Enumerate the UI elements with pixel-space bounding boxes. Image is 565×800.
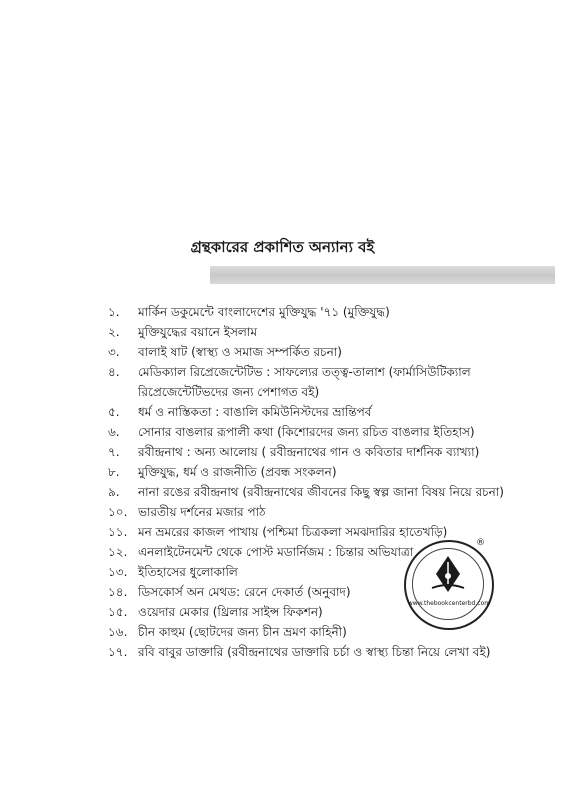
item-number: ৯.	[108, 485, 120, 499]
item-title: মুক্তিযুদ্ধ, ধর্ম ও রাজনীতি (প্রবন্ধ সংকলন)	[138, 465, 337, 479]
item-title: এনলাইটেনমেন্ট থেকে পোস্ট মডার্নিজম : চিন্তার অভিযাত্রা	[138, 545, 414, 559]
item-title: ইতিহাসের ধুলোকালি	[138, 565, 238, 579]
item-number: ১৭.	[108, 645, 128, 659]
pen-nib-icon	[426, 552, 470, 596]
list-item	[0, 622, 565, 642]
item-title: রবি বাবুর ডাক্তারি (রবীন্দ্রনাথের ডাক্তারি চর্চা ও স্বাস্থ্য চিন্তা নিয়ে লেখা বই)	[138, 645, 491, 659]
list-item	[0, 482, 565, 502]
item-title: মার্কিন ডকুমেন্টে বাংলাদেশের মুক্তিযুদ্ধ '৭১ (মুক্তিযুদ্ধ)	[138, 305, 390, 319]
stamp-url: www.thebookcenterbd.com	[407, 600, 491, 607]
list-item	[0, 322, 565, 342]
item-number: ১৩.	[108, 565, 128, 579]
list-item	[0, 402, 565, 422]
item-title: মন ভ্রমরের কাজল পাখায় (পশ্চিমা চিত্রকলা সমঝদারির হাতেখড়ি)	[138, 525, 448, 539]
item-number: ১.	[108, 305, 120, 319]
list-item	[0, 462, 565, 482]
list-item	[0, 302, 565, 322]
item-number: ৭.	[108, 445, 120, 459]
item-title: নানা রঙের রবীন্দ্রনাথ (রবীন্দ্রনাথের জীবনের কিছু স্বল্প জানা বিষয় নিয়ে রচনা)	[138, 485, 504, 499]
item-number: ১২.	[108, 545, 128, 559]
item-title: রবীন্দ্রনাথ : অন্য আলোয় ( রবীন্দ্রনাথের গান ও কবিতার দার্শনিক ব্যাখ্যা)	[138, 445, 480, 459]
item-number: ৬.	[108, 425, 120, 439]
item-number: ১৬.	[108, 625, 128, 639]
item-title: ডিসকোর্স অন মেথড: রেনে দেকার্ত (অনুবাদ)	[138, 585, 351, 599]
list-item	[0, 502, 565, 522]
item-number: ১১.	[108, 525, 128, 539]
item-number: ৪.	[108, 365, 120, 379]
item-number: ১৫.	[108, 605, 128, 619]
item-title: চীন কাহুম (ছোটদের জন্য চীন ভ্রমণ কাহিনী)	[138, 625, 347, 639]
heading-underline-bar	[210, 266, 555, 284]
item-title: ভারতীয় দর্শনের মজার পাঠ	[138, 505, 266, 519]
item-number: ১০.	[108, 505, 128, 519]
bookstore-stamp	[404, 540, 494, 630]
item-number: ২.	[108, 325, 120, 339]
item-title: সোনার বাঙলার রূপালী কথা (কিশোরদের জন্য রচিত বাঙলার ইতিহাস)	[138, 425, 475, 439]
item-number: ৫.	[108, 405, 120, 419]
list-item	[0, 362, 565, 402]
item-number: ১৪.	[108, 585, 128, 599]
item-number: ৮.	[108, 465, 120, 479]
item-title: বালাই ষাট (স্বাস্থ্য ও সমাজ সম্পর্কিত রচনা)	[138, 345, 342, 359]
item-title: মেডিক্যাল রিপ্রেজেন্টেটিভ : সাফল্যের তত্ত্ব-তালাশ (ফার্মাসিউটিক্যাল রিপ্রেজেন্টেটিভদের জন্য পেশাগত বই)	[138, 365, 471, 399]
list-item	[0, 642, 565, 662]
item-title: ওয়েদার মেকার (থ্রিলার সাইন্স ফিকশন)	[138, 605, 323, 619]
item-title: ধর্ম ও নাস্তিকতা : বাঙালি কমিউনিস্টদের ভ্রান্তিপর্ব	[138, 405, 372, 419]
item-title: মুক্তিযুদ্ধের বয়ানে ইসলাম	[138, 325, 257, 339]
item-number: ৩.	[108, 345, 120, 359]
list-item	[0, 422, 565, 442]
page-heading: গ্রন্থকারের প্রকাশিত অন্যান্য বই	[190, 238, 375, 256]
list-item	[0, 342, 565, 362]
list-item	[0, 442, 565, 462]
registered-mark: ®	[476, 538, 485, 548]
